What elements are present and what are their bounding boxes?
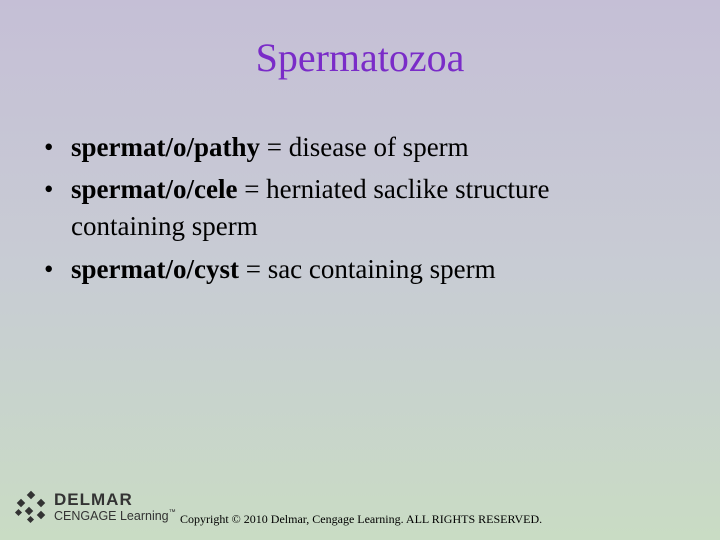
bullet-dot: • — [44, 254, 54, 284]
bullet-item — [44, 168, 684, 248]
bullet-definition: = herniated saclike structure — [237, 174, 550, 204]
bullet-item — [44, 126, 684, 168]
bullet-continuation: containing sperm — [71, 211, 258, 241]
delmar-logo-icon — [14, 490, 48, 524]
bullet-dot: • — [44, 132, 54, 162]
slide-title: Spermatozoa — [255, 35, 465, 80]
bullet-item — [44, 248, 684, 290]
delmar-cengage-logo — [14, 490, 184, 526]
logo-cengage-label: CENGAGE Learning — [54, 509, 169, 523]
bullet-term: spermat/o/pathy — [71, 132, 260, 162]
bullet-term: spermat/o/cele — [71, 174, 238, 204]
bullet-definition: = disease of sperm — [260, 132, 469, 162]
copyright-notice: Copyright © 2010 Delmar, Cengage Learning. ALL RIGHTS RESERVED. — [180, 512, 543, 526]
bullet-dot: • — [44, 174, 54, 204]
bullet-term: spermat/o/cyst — [71, 254, 239, 284]
bullet-definition: = sac containing sperm — [238, 254, 496, 284]
logo-delmar-text: DELMAR — [54, 490, 133, 509]
bullet-list — [44, 126, 684, 290]
logo-cengage-text — [54, 509, 176, 523]
trademark-symbol: ™ — [168, 509, 176, 516]
